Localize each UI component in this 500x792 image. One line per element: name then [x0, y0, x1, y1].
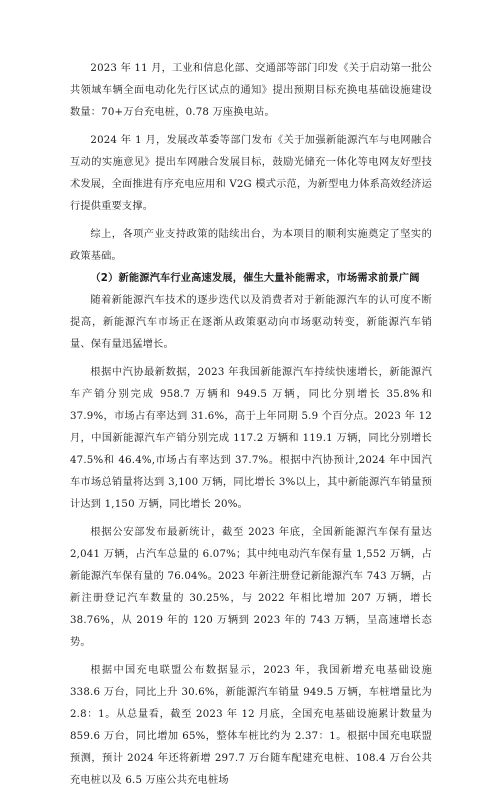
- paragraph-policy-summary: 综上，各项产业支持政策的陆续出台，为本项目的顺利实施奠定了坚实的政策基础。: [70, 229, 432, 262]
- paragraph-caam-data: 根据中汽协最新数据，2023 年我国新能源汽车持续快速增长，新能源汽车产销分别完成 958.7 万辆和 949.5 万辆，同比分别增长 35.8%和 37.9%，市场占有率达到 31.6%，高于上年同期 5.9 个百分点。2023 年 12 月，中国新能源汽车产销分别完成 117.2 万辆和 119.1 万辆，同比分别增长 47.5%和 46.4%,市场占有率达到 37.7%。根据中汽协预计,2024 年中国汽车市场总销量将达到 3,100 万辆，同比增长 3%以上，其中新能源汽车销量预计达到 1,150 万辆，同比增长 20%。: [70, 367, 432, 510]
- section-heading: （2）新能源汽车行业高速发展，催生大量补能需求，市场需求前景广阔: [90, 273, 420, 284]
- paragraph-market-trend: 随着新能源汽车技术的逐步迭代以及消费者对于新能源汽车的认可度不断提高，新能源汽车市场正在逐渐从政策驱动向市场驱动转变，新能源汽车销量、保有量迅猛增长。: [70, 295, 432, 350]
- paragraph-charging-alliance: 根据中国充电联盟公布数据显示，2023 年，我国新增充电基础设施 338.6 万台，同比上升 30.6%，新能源汽车销量 949.5 万辆，车桩增量比为 2.8：1。从总量看，截至 2023 年 12 月底，全国充电基础设施累计数量为 859.6 万台，同比增加 65%，整体车桩比约为 2.37：1。根据中国充电联盟预测，预计 2024 年还将新增 297.7 万台随车配建充电桩、108.4 万台公共充电桩以及 6.5 万座公共充电桩场: [70, 665, 432, 786]
- document-page: [70, 58, 432, 792]
- paragraph-policy-2024-01: 2024 年 1 月，发展改革委等部门发布《关于加强新能源汽车与电网融合互动的实施意见》提出车网融合发展目标，鼓励光储充一体化等电网友好型技术发展，全面推进有序充电应用和 V2G 模式示范，为新型电力体系高效经济运行提供重要支撑。: [70, 135, 432, 212]
- paragraph-mps-statistics: 根据公安部发布最新统计，截至 2023 年底，全国新能源汽车保有量达 2,041 万辆，占汽车总量的 6.07%；其中纯电动汽车保有量 1,552 万辆，占新能源汽车保有量的 76.04%。2023 年新注册登记新能源汽车 743 万辆，占新注册登记汽车数量的 30.25%，与 2022 年相比增加 207 万辆，增长 38.76%，从 2019 年的 120 万辆到 2023 年的 743 万辆，呈高速增长态势。: [70, 527, 432, 648]
- paragraph-policy-2023-11: 2023 年 11 月，工业和信息化部、交通部等部门印发《关于启动第一批公共领域车辆全面电动化先行区试点的通知》提出预期目标充换电基础设施建设数量：70+万台充电桩，0.78 万座换电站。: [70, 63, 432, 118]
